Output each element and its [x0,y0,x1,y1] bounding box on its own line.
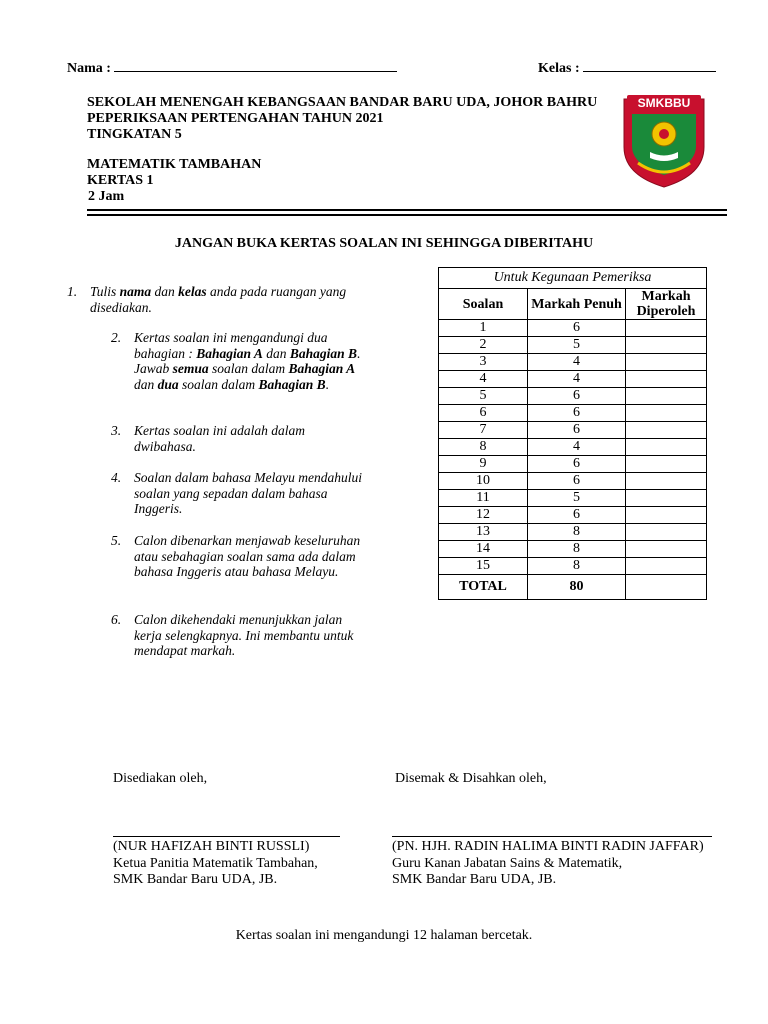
markah-diperoleh-cell[interactable] [626,320,707,337]
instruction-emphasis: Bahagian A [288,361,356,376]
instruction-emphasis: Bahagian B [289,345,358,361]
soalan-cell: 2 [439,337,528,354]
instruction-fragment: anda pada ruangan yang disediakan. [90,284,347,315]
marks-row [439,558,707,575]
markah-penuh-cell: 5 [528,490,626,507]
markah-penuh-cell: 6 [528,507,626,524]
left-signature-line [113,836,340,837]
markah-penuh-cell: 8 [528,541,626,558]
instruction-fragment: soalan dalam [208,361,289,376]
total-obtained-cell[interactable] [626,575,707,600]
instruction-emphasis: kelas [178,284,207,299]
markah-diperoleh-cell[interactable] [626,388,707,405]
soalan-cell: 3 [439,354,528,371]
header-markah-penuh: Markah Penuh [528,289,626,320]
right-signatory-school: SMK Bandar Baru UDA, JB. [392,872,557,887]
markah-diperoleh-cell[interactable] [626,354,707,371]
instruction-fragment: . Jawab [134,345,361,376]
prepared-by-heading: Disediakan oleh, [113,771,208,786]
markah-penuh-cell: 8 [528,558,626,575]
left-signatory-name: (NUR HAFIZAH BINTI RUSSLI) [113,839,310,854]
marks-row [439,456,707,473]
right-signature-line [392,836,712,837]
header-markah-diperoleh: Markah Diperoleh [626,289,707,320]
right-signatory [392,839,732,889]
instruction-text [90,284,367,315]
instruction-fragment: Kertas soalan ini adalah dalam dwibahasa. [134,423,306,454]
instruction-fragment: . [325,376,330,392]
instruction-fragment: dan [262,345,290,361]
instruction-fragment: Calon dibenarkan menjawab keseluruhan atau sebahagian soalan sama ada dalam bahasa Inggeris atau bahasa Melayu. [134,533,361,579]
left-signatory-role: Ketua Panitia Matematik Tambahan, [113,855,318,871]
total-value: 80 [528,575,626,600]
markah-penuh-cell: 4 [528,439,626,456]
soalan-cell: 10 [439,473,528,490]
instruction-number: 1. [67,284,78,299]
warning-heading: JANGAN BUKA KERTAS SOALAN INI SEHINGGA DIBERITAHU [174,236,594,251]
instruction-text [134,533,363,580]
instruction-emphasis: Bahagian B [258,376,326,392]
markah-diperoleh-cell[interactable] [626,337,707,354]
markah-penuh-cell: 6 [528,388,626,405]
soalan-cell: 6 [439,405,528,422]
markah-diperoleh-cell[interactable] [626,541,707,558]
instruction-2 [111,330,363,392]
instruction-fragment: soalan dalam [178,376,259,392]
school-crest-logo [616,89,712,189]
marks-table [438,267,707,600]
markah-diperoleh-cell[interactable] [626,405,707,422]
instruction-number: 6. [111,612,122,627]
school-info [87,95,597,205]
marks-row [439,388,707,405]
markah-diperoleh-cell[interactable] [626,422,707,439]
soalan-cell: 13 [439,524,528,541]
instruction-text [134,330,363,392]
markah-diperoleh-cell[interactable] [626,371,707,388]
markah-penuh-cell: 4 [528,371,626,388]
markah-diperoleh-cell[interactable] [626,456,707,473]
markah-diperoleh-cell[interactable] [626,439,707,456]
instruction-fragment: Soalan dalam bahasa Melayu mendahului soalan yang sepadan dalam bahasa Inggeris. [134,470,362,516]
header-soalan: Soalan [439,289,528,320]
soalan-cell: 11 [439,490,528,507]
markah-penuh-cell: 4 [528,354,626,371]
left-signatory-school: SMK Bandar Baru UDA, JB. [113,872,278,887]
markah-penuh-cell: 6 [528,456,626,473]
instruction-fragment: dan [134,376,158,392]
duration: 2 Jam [88,189,125,204]
instruction-emphasis: dua [157,376,179,392]
marks-table-container [438,267,707,600]
nama-blank-line[interactable] [114,59,397,72]
left-signatory [113,839,383,889]
subject-name: MATEMATIK TAMBAHAN [87,157,262,172]
instruction-emphasis: nama [119,284,152,299]
total-label: TOTAL [439,575,528,600]
instruction-6 [111,612,363,659]
nama-label: Nama : [67,61,111,76]
marks-row [439,354,707,371]
soalan-cell: 14 [439,541,528,558]
logo-text: SMKBBU [637,96,691,110]
instruction-fragment: Calon dikehendaki menunjukkan jalan kerja selengkapnya. Ini membantu untuk mendapat markah. [134,612,354,658]
verified-by-heading: Disemak & Disahkan oleh, [395,771,547,786]
marks-row [439,371,707,388]
instruction-1 [67,284,367,315]
instruction-text [134,423,363,454]
soalan-cell: 4 [439,371,528,388]
markah-penuh-cell: 5 [528,337,626,354]
instruction-fragment: Kertas soalan ini mengandungi dua bahagian : [134,330,328,361]
school-name: SEKOLAH MENENGAH KEBANGSAAN BANDAR BARU UDA, JOHOR BAHRU [87,95,598,110]
soalan-cell: 8 [439,439,528,456]
markah-penuh-cell: 6 [528,422,626,439]
marks-row [439,507,707,524]
markah-diperoleh-cell[interactable] [626,490,707,507]
markah-diperoleh-cell[interactable] [626,524,707,541]
instruction-fragment: Tulis [90,284,120,299]
marks-row [439,473,707,490]
marks-row [439,405,707,422]
instruction-emphasis: semua [172,361,209,376]
markah-penuh-cell: 6 [528,473,626,490]
form-level: TINGKATAN 5 [87,127,182,142]
marks-row [439,320,707,337]
instruction-text [134,470,363,517]
marks-row [439,541,707,558]
instruction-3 [111,423,363,454]
soalan-cell: 12 [439,507,528,524]
instruction-number: 5. [111,533,122,548]
kelas-field [538,59,716,77]
markah-penuh-cell: 6 [528,320,626,337]
marks-row [439,524,707,541]
markah-diperoleh-cell[interactable] [626,507,707,524]
soalan-cell: 7 [439,422,528,439]
exam-name: PEPERIKSAAN PERTENGAHAN TAHUN 2021 [87,111,384,126]
header-rule-top [87,209,727,211]
instruction-5 [111,533,363,580]
marks-row [439,490,707,507]
instruction-number: 2. [111,330,122,345]
header-rule-bottom [87,214,727,216]
soalan-cell: 9 [439,456,528,473]
marks-row [439,439,707,456]
marks-row [439,422,707,439]
instruction-fragment: dan [151,284,179,299]
marks-row [439,337,707,354]
right-signatory-name: (PN. HJH. RADIN HALIMA BINTI RADIN JAFFAR) [392,839,704,854]
right-signatory-role: Guru Kanan Jabatan Sains & Matematik, [392,855,623,871]
instruction-4 [111,470,363,517]
marks-table-caption: Untuk Kegunaan Pemeriksa [439,268,707,289]
instruction-emphasis: Bahagian A [196,345,263,361]
soalan-cell: 5 [439,388,528,405]
kelas-blank-line[interactable] [583,59,716,72]
instruction-number: 3. [111,423,122,438]
soalan-cell: 1 [439,320,528,337]
instruction-number: 4. [111,470,122,485]
markah-diperoleh-cell[interactable] [626,558,707,575]
soalan-cell: 15 [439,558,528,575]
kelas-label: Kelas : [538,61,580,76]
markah-penuh-cell: 6 [528,405,626,422]
total-row [439,575,707,600]
page-count-footer: Kertas soalan ini mengandungi 12 halaman bercetak. [235,928,533,943]
markah-diperoleh-cell[interactable] [626,473,707,490]
nama-field [67,59,397,77]
paper-name: KERTAS 1 [87,173,154,188]
instruction-text [134,612,363,659]
markah-penuh-cell: 8 [528,524,626,541]
